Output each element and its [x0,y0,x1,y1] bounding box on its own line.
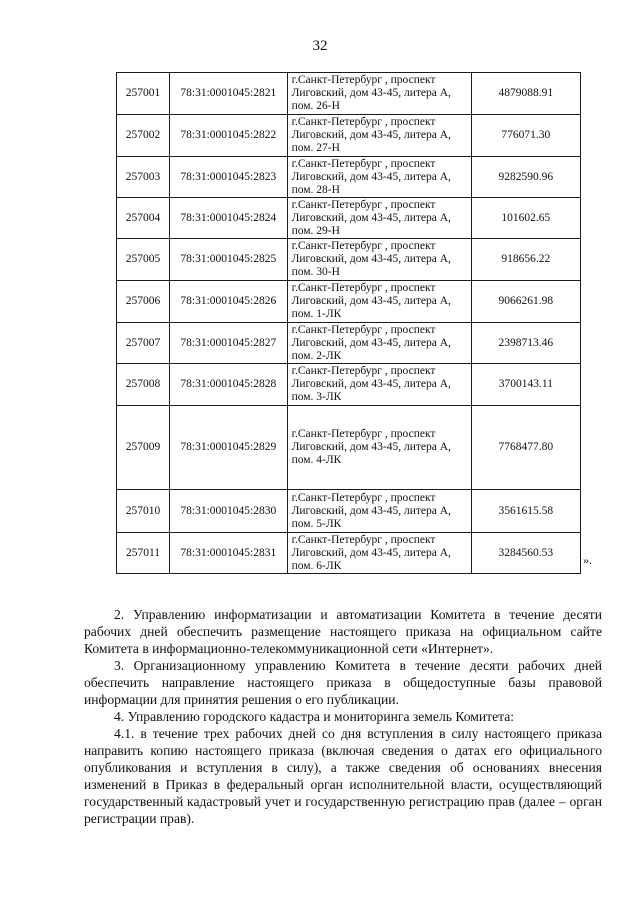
row-cadastral-number: 78:31:0001045:2823 [170,157,288,198]
paragraph-4-1: 4.1. в течение трех рабочих дней со дня вступления в силу настоящего приказа направить копию настоящего приказа (включая сведения о датах его официального опубликования и вступления в силу), а также сведения об основаниях внесения изменений в Приказ в федеральный орган исполнительной власти, осуществляющий государственный кадастровый учет и государственную регистрацию прав (далее – орган регистрации прав). [84,726,602,826]
address-line: Лиговский, дом 43-45, литера А, [291,546,451,559]
address-line: Лиговский, дом 43-45, литера А, [291,211,451,224]
row-address [287,115,471,157]
address-line: Лиговский, дом 43-45, литера А, [291,295,451,307]
table-body [117,73,581,574]
row-address [287,239,471,281]
address-line: Лиговский, дом 43-45, литера А, [291,129,451,141]
row-cadastral-value: 9066261.98 [471,281,580,323]
row-cadastral-number: 78:31:0001045:2827 [170,323,288,364]
row-cadastral-value: 4879088.91 [471,73,580,115]
row-code: 257006 [117,281,170,323]
row-address [287,364,471,406]
row-code: 257009 [117,406,170,490]
row-cadastral-number: 78:31:0001045:2831 [170,533,288,574]
address-line: г.Санкт-Петербург , проспект [291,533,436,546]
table-row [117,533,581,574]
page-number: 32 [312,38,328,54]
row-address [287,533,471,574]
address-line: г.Санкт-Петербург , проспект [291,282,436,294]
address-line: пом. 27-Н [291,142,340,154]
address-line: Лиговский, дом 43-45, литера А, [291,336,451,349]
address-line: пом. 3-ЛК [291,391,342,403]
row-code: 257011 [117,533,170,574]
address-line: г.Санкт-Петербург , проспект [291,240,436,252]
row-address [287,490,471,533]
cadastral-value-table [116,72,581,574]
row-cadastral-number: 78:31:0001045:2822 [170,115,288,157]
address-line: Лиговский, дом 43-45, литера А, [291,170,451,183]
address-line: Лиговский, дом 43-45, литера А, [291,504,451,517]
address-line: пом. 2-ЛК [291,349,342,362]
paragraph-2: 2. Управлению информатизации и автоматизации Комитета в течение десяти рабочих дней обеспечить размещение настоящего приказа на официальном сайте Комитета в информационно-телекоммуникационной сети «Интернет». [84,607,602,656]
row-code: 257003 [117,157,170,198]
address-line: г.Санкт-Петербург , проспект [291,116,436,128]
address-line: пом. 5-ЛК [291,517,342,530]
row-cadastral-number: 78:31:0001045:2829 [170,406,288,490]
address-line: Лиговский, дом 43-45, литера А, [291,441,451,453]
row-cadastral-number: 78:31:0001045:2824 [170,198,288,239]
address-line: г.Санкт-Петербург , проспект [291,198,436,211]
row-cadastral-number: 78:31:0001045:2828 [170,364,288,406]
paragraph-3: 3. Организационному управлению Комитета в течение десяти рабочих дней обеспечить направление настоящего приказа в общедоступные базы правовой информации для принятия решения о его публикации. [84,658,602,707]
address-line: г.Санкт-Петербург , проспект [291,491,436,504]
table-row [117,239,581,281]
table-row [117,490,581,533]
row-address [287,406,471,490]
address-line: Лиговский, дом 43-45, литера А, [291,87,451,99]
row-code: 257004 [117,198,170,239]
row-cadastral-value: 101602.65 [471,198,580,239]
row-cadastral-number: 78:31:0001045:2826 [170,281,288,323]
row-address [287,157,471,198]
address-line: Лиговский, дом 43-45, литера А, [291,253,451,265]
address-line: Лиговский, дом 43-45, литера А, [291,378,451,390]
row-cadastral-value: 2398713.46 [471,323,580,364]
row-cadastral-value: 918656.22 [471,239,580,281]
closing-quote-mark: ». [583,553,592,567]
address-line: г.Санкт-Петербург , проспект [291,323,436,336]
address-line: пом. 26-Н [291,100,340,112]
table-row [117,281,581,323]
row-address [287,323,471,364]
address-line: пом. 6-ЛК [291,559,342,572]
table-row [117,323,581,364]
address-line: пом. 1-ЛК [291,308,342,320]
address-line: г.Санкт-Петербург , проспект [291,157,436,170]
row-address [287,198,471,239]
row-cadastral-number: 78:31:0001045:2821 [170,73,288,115]
paragraph-4: 4. Управлению городского кадастра и мониторинга земель Комитета: [114,709,515,724]
row-code: 257002 [117,115,170,157]
row-cadastral-value: 9282590.96 [471,157,580,198]
address-line: пом. 30-Н [291,266,340,278]
row-cadastral-number: 78:31:0001045:2830 [170,490,288,533]
address-line: пом. 29-Н [291,224,340,237]
table-row [117,364,581,406]
row-code: 257001 [117,73,170,115]
table-row [117,115,581,157]
row-code: 257008 [117,364,170,406]
table-row [117,157,581,198]
row-cadastral-value: 3561615.58 [471,490,580,533]
body-text [84,606,602,827]
table-row [117,73,581,115]
row-address [287,73,471,115]
address-line: г.Санкт-Петербург , проспект [291,365,436,377]
table-row [117,198,581,239]
row-cadastral-value: 776071.30 [471,115,580,157]
row-cadastral-number: 78:31:0001045:2825 [170,239,288,281]
row-code: 257005 [117,239,170,281]
row-cadastral-value: 3700143.11 [471,364,580,406]
address-line: пом. 28-Н [291,183,340,196]
address-line: пом. 4-ЛК [291,454,342,466]
row-code: 257010 [117,490,170,533]
address-line: г.Санкт-Петербург , проспект [291,428,436,440]
address-line: г.Санкт-Петербург , проспект [291,74,436,86]
row-code: 257007 [117,323,170,364]
row-cadastral-value: 7768477.80 [471,406,580,490]
table-row [117,406,581,490]
row-address [287,281,471,323]
row-cadastral-value: 3284560.53 [471,533,580,574]
